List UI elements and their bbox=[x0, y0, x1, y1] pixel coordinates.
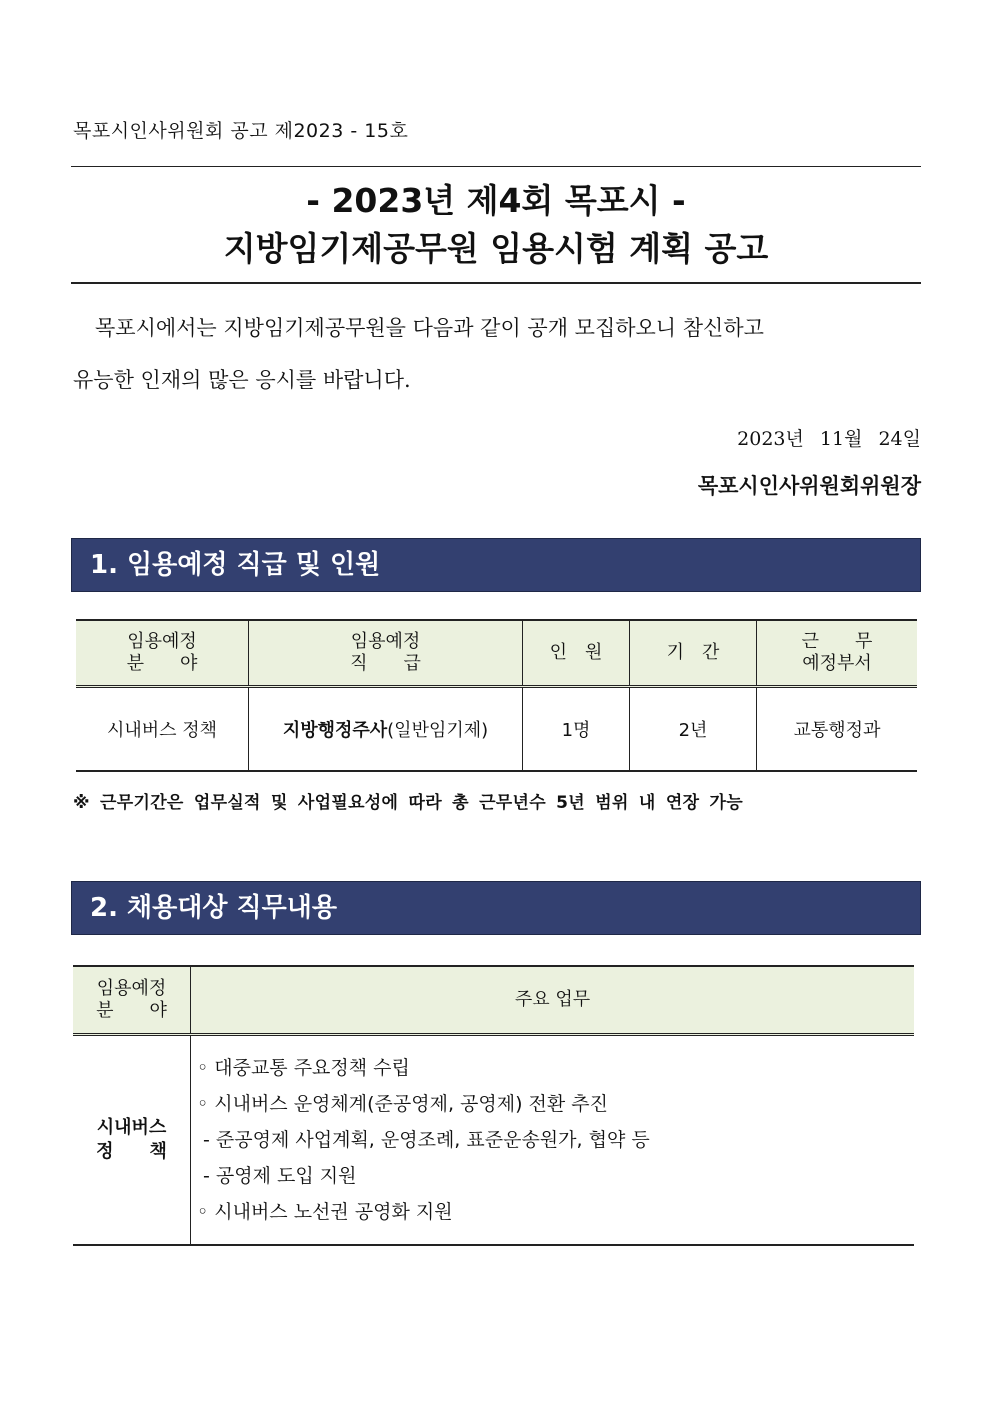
duties-table bbox=[73, 965, 914, 1246]
cell-duties bbox=[191, 1035, 915, 1246]
title-top-rule bbox=[71, 166, 921, 167]
header-grade-line-2: 직 급 bbox=[350, 653, 421, 674]
header-grade bbox=[249, 620, 523, 687]
table-row bbox=[76, 687, 917, 772]
header-department-line-1: 근 무 bbox=[801, 631, 873, 652]
cell-grade bbox=[249, 687, 523, 772]
table-row bbox=[73, 1035, 914, 1246]
header-field-line-1: 임용예정 bbox=[96, 978, 167, 999]
list-item: ◦ 대중교통 주요정책 수립 bbox=[197, 1057, 410, 1079]
cell-count: 1명 bbox=[523, 687, 630, 772]
title-line-1: - 2023년 제4회 목포시 - bbox=[306, 181, 686, 220]
title-bottom-rule bbox=[71, 282, 921, 284]
cell-field: 시내버스 정책 bbox=[76, 687, 249, 772]
positions-table-header bbox=[76, 620, 917, 687]
extension-note: ※ 근무기간은 업무실적 및 사업필요성에 따라 총 근무년수 5년 범위 내 연장 가능 bbox=[73, 793, 743, 813]
header-grade-line-1: 임용예정 bbox=[350, 631, 421, 652]
header-count-label: 인 원 bbox=[549, 642, 603, 663]
section-1-heading: 1. 임용예정 직급 및 인원 bbox=[71, 538, 921, 592]
notice-date: 2023년 11월 24일 bbox=[737, 428, 921, 450]
title-line-2: 지방임기제공무원 임용시험 계획 공고 bbox=[223, 229, 769, 268]
issuer: 목포시인사위원회위원장 bbox=[697, 473, 921, 498]
section-2-heading: 2. 채용대상 직무내용 bbox=[71, 881, 921, 935]
header-period bbox=[630, 620, 757, 687]
cell-field-line-1: 시내버스 bbox=[96, 1117, 167, 1138]
intro-line-1: 목포시에서는 지방임기제공무원을 다음과 같이 공개 모집하오니 참신하고 bbox=[95, 316, 764, 340]
cell-grade-type: (일반임기제) bbox=[387, 720, 489, 741]
list-item: ◦ 시내버스 운영체계(준공영제, 공영제) 전환 추진 bbox=[197, 1093, 608, 1115]
header-duty: 주요 업무 bbox=[191, 966, 915, 1035]
cell-department: 교통행정과 bbox=[757, 687, 918, 772]
list-item: ◦ 시내버스 노선권 공영화 지원 bbox=[197, 1201, 453, 1223]
positions-table bbox=[76, 619, 917, 772]
header-department-line-2: 예정부서 bbox=[802, 653, 872, 674]
notice-number: 목포시인사위원회 공고 제2023 - 15호 bbox=[73, 120, 409, 142]
header-field-line-2: 분 야 bbox=[126, 653, 198, 674]
cell-period: 2년 bbox=[630, 687, 757, 772]
header-field-line-1: 임용예정 bbox=[127, 631, 197, 652]
header-count bbox=[523, 620, 630, 687]
list-item: - 준공영제 사업계획, 운영조례, 표준운송원가, 협약 등 bbox=[197, 1129, 650, 1151]
cell-grade-title: 지방행정주사 bbox=[282, 720, 388, 741]
cell-field bbox=[73, 1035, 191, 1246]
duties-table-header bbox=[73, 966, 914, 1035]
list-item: - 공영제 도입 지원 bbox=[197, 1165, 357, 1187]
header-period-label: 기 간 bbox=[666, 642, 720, 663]
header-field bbox=[76, 620, 249, 687]
cell-field-line-2: 정 책 bbox=[96, 1141, 167, 1162]
header-field bbox=[73, 966, 191, 1035]
header-field-line-2: 분 야 bbox=[96, 1000, 167, 1021]
intro-line-2: 유능한 인재의 많은 응시를 바랍니다. bbox=[73, 368, 411, 392]
header-department bbox=[757, 620, 918, 687]
